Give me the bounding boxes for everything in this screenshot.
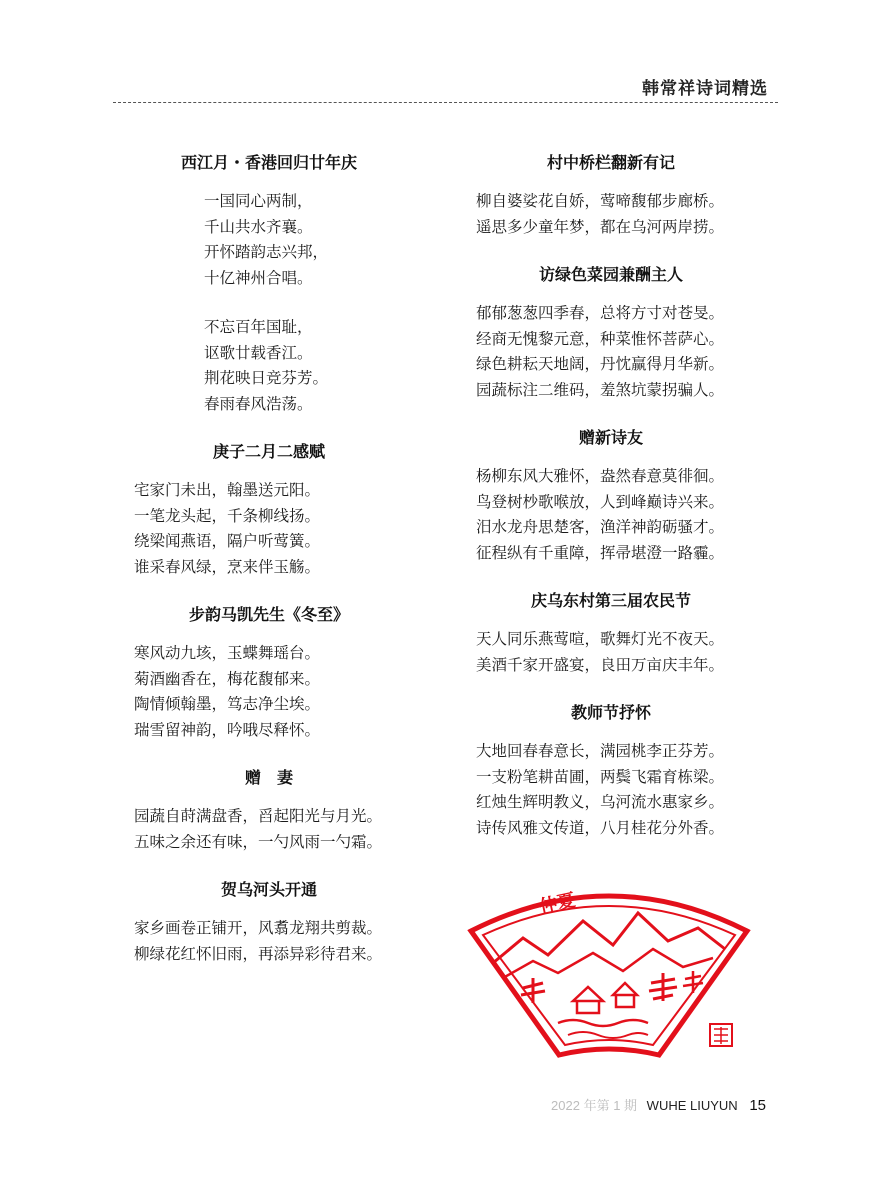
poem-title: 赠新诗友 (578, 428, 643, 447)
left-column (134, 150, 404, 989)
papercut-signature: 仲夏 (537, 889, 578, 918)
poem (134, 765, 404, 855)
poem-line: 家乡画卷正铺开，风翥龙翔共剪裁。 (134, 919, 383, 937)
poem-title: 庚子二月二感赋 (212, 442, 325, 461)
papercut-art (471, 896, 747, 1055)
poem-line: 杨柳东风大雅怀，盎然春意莫徘徊。 (476, 467, 725, 485)
poem (476, 700, 746, 841)
poem-line: 一笔龙头起，千条柳线扬。 (134, 506, 321, 525)
poem-line: 千山共水齐襄。 (204, 217, 313, 236)
poem (134, 150, 404, 417)
papercut-seal-icon (710, 1024, 732, 1046)
poem-title: 赠 妻 (244, 768, 293, 787)
footer-issue: 2022 年第 1 期 (551, 1098, 638, 1113)
poem-line: 经商无愧黎元意，种菜惟怀菩萨心。 (476, 329, 725, 348)
poem-line: 绿色耕耘天地阔，丹忱赢得月华新。 (476, 355, 725, 373)
poem-line: 寒风动九垓，玉蝶舞瑶台。 (134, 644, 321, 662)
poem-title: 村中桥栏翻新有记 (546, 153, 675, 172)
poem-line: 菊酒幽香在，梅花馥郁来。 (134, 669, 321, 688)
stanza-break (134, 291, 404, 315)
poem (134, 877, 404, 967)
poem-line: 诗传风雅文传道，八月桂花分外香。 (476, 818, 725, 837)
poem-line: 绕梁闻燕语，隔户听莺簧。 (134, 532, 321, 550)
page-footer (551, 1095, 766, 1114)
poem-title: 贺乌河头开通 (220, 880, 317, 899)
poem-line: 瑞雪留神韵，吟哦尽释怀。 (134, 720, 321, 739)
poem-line: 大地回春春意长，满园桃李正芬芳。 (476, 742, 725, 760)
poem-line: 郁郁葱葱四季春，总将方寸对苍旻。 (476, 304, 725, 322)
poem-line: 一国同心两制， (204, 192, 313, 210)
poem-line: 柳自婆娑花自娇，莺啼馥郁步廊桥。 (476, 192, 725, 210)
poem-line: 美酒千家开盛宴，良田万亩庆丰年。 (476, 655, 725, 674)
header-divider (113, 102, 778, 103)
poem-line: 柳绿花红怀旧雨，再添异彩待君来。 (134, 944, 383, 963)
poem (476, 150, 746, 240)
footer-magazine-name: WUHE LIUYUN (646, 1098, 738, 1113)
poem-line: 春雨春风浩荡。 (204, 394, 313, 413)
poem (134, 602, 404, 743)
poem-line: 天人同乐燕莺喧，歌舞灯光不夜天。 (476, 630, 725, 648)
poem-title: 访绿色菜园兼酬主人 (538, 265, 683, 284)
page-number: 15 (749, 1097, 766, 1114)
poem-line: 一支粉笔耕苗圃，两鬓飞霜育栋梁。 (476, 767, 725, 786)
poem-line: 园蔬标注二维码，羞煞坑蒙拐骗人。 (476, 380, 725, 399)
poem-title: 庆乌东村第三届农民节 (530, 591, 691, 610)
poem-line: 征程纵有千重障，挥帚堪澄一路霾。 (476, 543, 725, 562)
poem-line: 讴歌廿载香江。 (204, 343, 313, 362)
right-column (476, 150, 746, 863)
poem-line: 遥思多少童年梦，都在乌河两岸捞。 (476, 217, 725, 236)
poem (134, 439, 404, 580)
poem-line: 鸟登树杪歌喉放，人到峰巅诗兴来。 (476, 492, 725, 511)
poem-line: 园蔬自莳满盘香，舀起阳光与月光。 (134, 807, 383, 825)
poem-line: 谁采春风绿，烹来伴玉觞。 (134, 557, 321, 576)
poem-line: 开怀踏韵志兴邦， (204, 243, 329, 261)
poem-title: 步韵马凯先生《冬至》 (188, 605, 349, 624)
page-header-title: 韩常祥诗词精选 (642, 79, 768, 99)
poem-line: 五味之余还有味，一勺风雨一勺霜。 (134, 832, 383, 851)
poem-title: 西江月・香港回归廿年庆 (180, 153, 357, 172)
poem (476, 262, 746, 403)
poem-line: 十亿神州合唱。 (204, 268, 313, 287)
poem (476, 588, 746, 678)
poem-line: 陶情倾翰墨，笃志净尘埃。 (134, 695, 321, 713)
poem-line: 荆花映日竞芬芳。 (204, 369, 329, 387)
poem-title: 教师节抒怀 (570, 703, 651, 722)
poem-line: 宅家门未出，翰墨送元阳。 (134, 481, 321, 499)
poem (476, 425, 746, 566)
poem-line: 汨水龙舟思楚客，渔洋神韵砺骚才。 (476, 518, 725, 536)
poem-line: 红烛生辉明教义，乌河流水惠家乡。 (476, 793, 725, 811)
fan-papercut-illustration (463, 883, 755, 1059)
poem-line: 不忘百年国耻， (204, 318, 313, 336)
